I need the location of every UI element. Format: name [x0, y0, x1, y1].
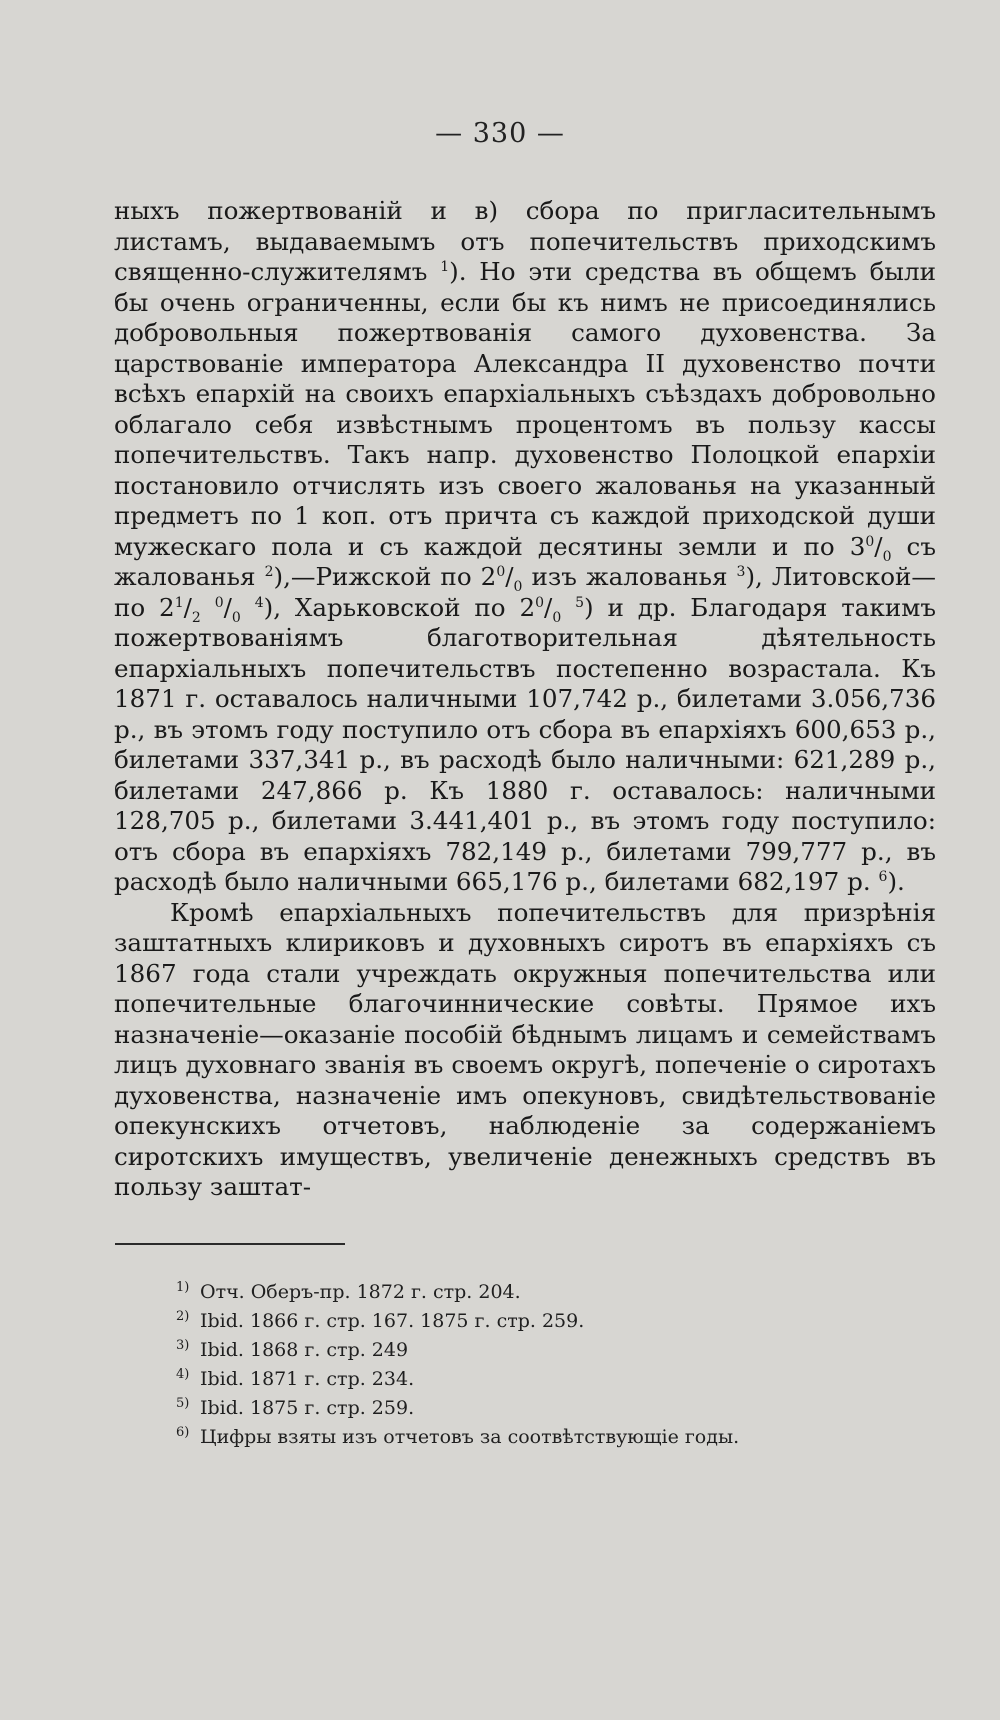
footnote-5: 5) Ibid. 1875 г. стр. 259.	[176, 1395, 415, 1419]
footnotes	[176, 1278, 936, 1452]
superscript: 0	[214, 594, 224, 611]
footnote-text: Ibid. 1875 г. стр. 259.	[200, 1397, 415, 1419]
superscript: 0	[865, 533, 875, 550]
footnote-text: Отч. Оберъ-пр. 1872 г. стр. 204.	[200, 1281, 521, 1303]
superscript: 4	[254, 594, 264, 611]
footnote-2: 2) Ibid. 1866 г. стр. 167. 1875 г. стр. 259.	[176, 1308, 585, 1332]
page-number: — 330 —	[435, 118, 565, 149]
footnote-text: Ibid. 1866 г. стр. 167. 1875 г. стр. 259.	[200, 1310, 585, 1332]
footnote-4: 4) Ibid. 1871 г. стр. 234.	[176, 1366, 415, 1390]
subscript: 0	[882, 548, 892, 565]
subscript: 2	[191, 609, 201, 626]
footnote-separator	[115, 1243, 345, 1245]
paragraph-1: ныхъ пожертвованій и в) сбора по пригласительнымъ листамъ, выдаваемымъ отъ попечительствъ приходскимъ священно-служителямъ $^1$). Но эти средства въ общемъ были бы очень ограниченны, если бы къ нимъ не присоединялись добровольныя пожертвованія самого духовенства. За царствованіе императора Александра II духовенство почти всѣхъ епархій на своихъ епархіальныхъ съѣздахъ добровольно облагало себя извѣстнымъ процентомъ въ пользу кассы попечительствъ. Такъ напр. духовенство Полоцкой епархіи постановило отчислять изъ своего жалованья на указанный предметъ по 1 коп. отъ причта съ каждой приходской души мужескаго пола и съ каждой десятины земли и по $3^0/_0$ съ жалованья $^2$),—Рижской по $2^0/_0$ изъ жалованья $^3$), Литовской—по $2^1/_2$ $^0/_0$ $^4$), Харьковской по $2^0/_0$ $^5$) и др. Благодаря такимъ пожертвованіямъ благотворительная дѣятельность епархіальныхъ попечительствъ постепенно возрастала. Къ 1871 г. оставалось наличными 107,742 р., билетами 3.056,736 р., въ этомъ году поступило отъ сбора въ епархіяхъ 600,653 р., билетами 337,341 р., въ расходѣ было наличными: 621,289 р., билетами 247,866 р. Къ 1880 г. оставалось: наличными 128,705 р., билетами 3.441,401 р., въ этомъ году поступило: отъ сбора въ епархіяхъ 782,149 р., билетами 799,777 р., въ расходѣ было наличными 665,176 р., билетами 682,197 р. $^6$).	[114, 196, 937, 896]
footnote-3: 3) Ibid. 1868 г. стр. 249	[176, 1337, 409, 1361]
main-text	[114, 196, 936, 1203]
footnote-text: Ibid. 1868 г. стр. 249	[200, 1339, 409, 1361]
footnote-1: 1) Отч. Оберъ-пр. 1872 г. стр. 204.	[176, 1279, 521, 1303]
superscript: 2	[264, 563, 274, 580]
superscript: 0	[535, 594, 545, 611]
subscript: 0	[552, 609, 562, 626]
superscript: 6	[878, 868, 888, 885]
subscript: 0	[513, 578, 523, 595]
footnote-6: 6) Цифры взяты изъ отчетовъ за соотвѣтствующіе годы.	[176, 1424, 740, 1448]
subscript: 0	[231, 609, 241, 626]
superscript: 1	[440, 258, 450, 275]
footnote-text: Ibid. 1871 г. стр. 234.	[200, 1368, 415, 1390]
superscript: 3	[736, 563, 746, 580]
footnote-text: Цифры взяты изъ отчетовъ за соотвѣтствующіе годы.	[200, 1426, 740, 1448]
superscript: 0	[496, 563, 506, 580]
paragraph-2: Кромѣ епархіальныхъ попечительствъ для призрѣнія заштатныхъ клириковъ и духовныхъ сиротъ въ епархіяхъ съ 1867 года стали учреждать окружныя попечительства или попечительные благочиннические совѣты. Прямое ихъ назначеніе—оказаніе пособій бѣднымъ лицамъ и семействамъ лицъ духовнаго званія въ своемъ округѣ, попеченіе о сиротахъ духовенства, назначеніе имъ опекуновъ, свидѣтельствованіе опекунскихъ отчетовъ, наблюденіе за содержаніемъ сиротскихъ имуществъ, увеличеніе денежныхъ средствъ въ пользу заштат-	[114, 897, 936, 1201]
superscript: 5	[575, 594, 585, 611]
superscript: 1	[174, 594, 184, 611]
